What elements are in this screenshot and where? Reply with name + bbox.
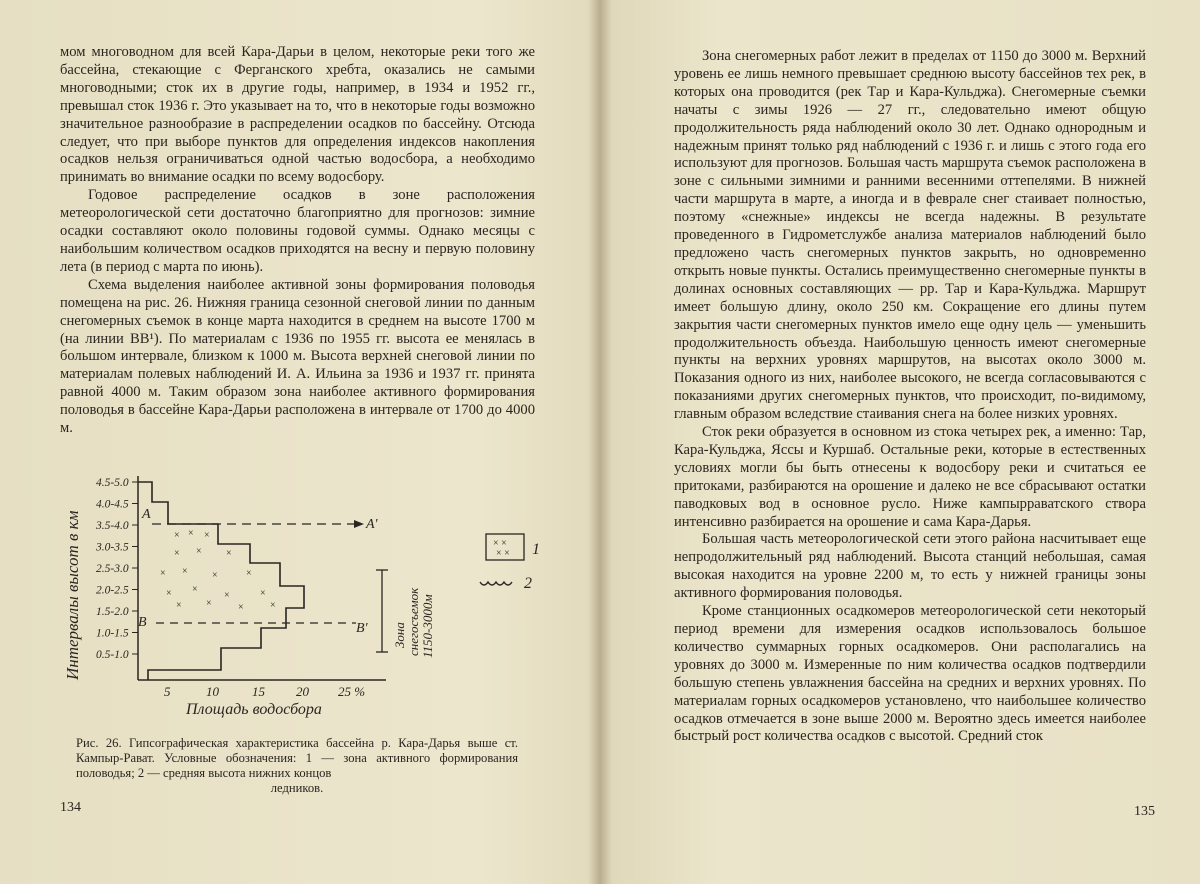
zone-hatch-mark: × [182, 566, 188, 577]
svg-text:× ×: × × [496, 548, 510, 559]
page-number: 134 [60, 800, 81, 815]
zone-hatch-mark: × [238, 602, 244, 613]
zone-hatch-mark: × [166, 588, 172, 599]
line-label-a-prime: А' [366, 517, 378, 532]
zone-label-1: Зона [392, 622, 407, 648]
hypsographic-figure [56, 458, 546, 720]
zone-hatch-mark: × [176, 600, 182, 611]
x-tick-label: 20 [296, 684, 309, 699]
zone-hatch-mark: × [196, 546, 202, 557]
y-tick-label: 2.0-2.5 [96, 584, 129, 597]
zone-hatch-mark: × [174, 548, 180, 559]
y-tick-label: 3.0-3.5 [96, 541, 129, 554]
legend-key-2: 2 [524, 575, 532, 592]
line-label-a: А [142, 507, 151, 522]
y-tick-label: 4.0-4.5 [96, 498, 129, 511]
zone-hatch-mark: × [206, 598, 212, 609]
y-tick-label: 0.5-1.0 [96, 649, 129, 661]
paragraph: Схема выделения наиболее активной зоны формирования половодья помещена на рис. 26. Нижняя граница сезонной снеговой линии по данным снегомерных съемок в конце марта находится в среднем на высоте 1700 м (на линии ВВ¹). По материалам с 1936 по 1955 гг. высота ее менялась в большом интервале, близком к 1000 м. Высота верхней снеговой линии по материалам полевых наблюдений И. А. Ильина за 1936 и 1937 гг. принята равной 4000 м. Таким образом зона наиболее активного формирования половодья в бассейне Кара-Дарьи расположена в интервале от 1700 до 4000 м. [60, 276, 535, 437]
line-label-b: В [138, 615, 147, 630]
caption-text-end: ледников. [270, 781, 324, 795]
right-page-text [674, 48, 1146, 746]
y-tick-label: 2.5-3.0 [96, 563, 129, 575]
zone-hatch-mark: × [226, 548, 232, 559]
zone-hatch-mark: × [174, 530, 180, 541]
zone-hatch-mark: × [270, 600, 276, 611]
x-axis-title: Площадь водосбора [186, 701, 322, 718]
zone-hatch-mark: × [246, 568, 252, 579]
paragraph: Сток реки образуется в основном из стока четырех рек, а именно: Тар, Кара-Кульджа, Яссы и Куршаб. Остальные реки, которые в естественных условиях могли бы быть отнесены к водосбору реки и считаться ее притоками, разбираются на орошение и далеко не все сбрасывают остатки паводковых вод в основное русло. Ниже кампырраватского створа интенсивно разбирается на орошение и сама Кара-Дарья. [674, 424, 1146, 530]
zone-hatch-mark: × [204, 530, 210, 541]
svg-text:× ×: × × [493, 538, 507, 549]
zone-hatch-mark: × [212, 570, 218, 581]
figure-caption [76, 736, 518, 796]
hypsographic-curve [138, 482, 304, 680]
left-page-text [60, 44, 535, 438]
paragraph: Зона снегомерных работ лежит в пределах от 1150 до 3000 м. Верхний уровень ее лишь немного превышает среднюю высоту бассейнов тех рек, в которых она проводится (рек Тар и Кара-Кульджа). Снегомерные съемки начаты с зимы 1926 — 27 гг., следовательно имеют общую продолжительность ряда наблюдений около 30 лет. Однако однородным и надежным принят только ряд наблюдений с 1936 г. и лишь с этого года его используют для прогнозов. Большая часть маршрута съемок расположена в зоне с сильными зимними и ранними весенними оттепелями. В нижней части маршрута в марте, а иногда и в феврале снег стаивает полностью, поэтому «снежные» индексы не всегда надежны. В результате проведенного в Гидрометслужбе анализа материалов наблюдений было предложено часть снегомерных пунктов закрыть, но одновременно открыть новые пункты. Остались преимущественно снегомерные пункты в долинах основных составляющих — рр. Тар и Кара-Кульджа. Маршрут имеет большую длину, около 250 км. Сокращение его длины путем закрытия части снегомерных пунктов имело еще одну цель — уменьшить продолжительность объезда. Наибольшую ценность имеют снегомерные пункты на верхних уровнях маршрутов, на высотах около 3000 м. Показания одного из них, наиболее высокого, не всегда согласовываются с показаниями других снегомерных пунктов, что происходит, по-видимому, главным образом вследствие стаивания снега на более низких уровнях. [674, 48, 1146, 423]
right-page [602, 0, 1200, 884]
y-tick-label: 1.0-1.5 [96, 627, 129, 640]
paragraph: Кроме станционных осадкомеров метеорологической сети некоторый период времени для измерения осадков использовалось большое количество суммарных горных осадкомеров. Они располагались на уровнях до 3000 м. Измеренные по ним количества осадков подтвердили большую степень увлажнения бассейна на средних и верхних уровнях. По материалам горных осадкомеров установлено, что наибольшее количество осадков отмечается в зоне выше 2000 м. Вероятно здесь имеется наиболее быстрый рост количества осадков с высотой. Средний сток [674, 603, 1146, 745]
zone-hatch-mark: × [192, 584, 198, 595]
x-tick-label: 15 [252, 684, 265, 699]
x-tick-label: 25 % [338, 684, 366, 699]
paragraph: Годовое распределение осадков в зоне расположения метеорологической сети достаточно благоприятно для прогнозов: зимние осадки составляют около половины годовой суммы. Однако месяцы с наибольшим количеством осадков приходятся на весну и первую половину лета (в период с марта по июнь). [60, 187, 535, 275]
y-tick-label: 3.5-4.0 [96, 520, 129, 532]
x-tick-label: 10 [206, 684, 219, 699]
zone-hatch-mark: × [260, 588, 266, 599]
y-axis-title: Интервалы высот в км [63, 510, 82, 680]
page-number: 135 [1134, 804, 1155, 819]
zone-label-2: снегосъемок [406, 587, 421, 656]
zone-hatch-mark: × [224, 590, 230, 601]
y-tick-label: 4.5-5.0 [96, 477, 129, 489]
y-tick-label: 1.5-2.0 [96, 606, 129, 618]
zone-hatch-mark: × [160, 568, 166, 579]
legend-swatch-2 [480, 582, 512, 585]
legend-key-1: 1 [532, 541, 540, 558]
caption-text: Рис. 26. Гипсографическая характеристика бассейна р. Кара-Дарья выше ст. Кампыр-Рават. Условные обозначения: 1 — зона активного формирования половодья; 2 — средняя высота нижних концов [76, 736, 518, 780]
left-page [0, 0, 598, 884]
x-tick-label: 5 [164, 684, 171, 699]
paragraph: мом многоводном для всей Кара-Дарьи в целом, некоторые реки того же бассейна, стекающие с Ферганского хребта, оказались не самыми многоводными; сток их в другие годы, например, в 1934 и 1952 гг., превышал сток 1936 г. Это указывает на то, что в некоторые годы возможно значительное разнообразие в распределении осадков по бассейну. Отсюда следует, что при выборе пунктов для определения индексов накопления осадков нельзя ограничиваться одной частью водосбора, а необходимо принимать во внимание осадки по всему водосбору. [60, 44, 535, 186]
line-label-b-prime: В' [356, 621, 368, 636]
zone-hatch-mark: × [188, 528, 194, 539]
paragraph: Большая часть метеорологической сети этого района насчитывает еще непродолжительный ряд наблюдений. Высота станций небольшая, самая высокая находится на уровне 2200 м, то есть у нижней границы зоны активного формирования половодья. [674, 531, 1146, 602]
zone-label-3: 1150-3000м [420, 594, 435, 658]
